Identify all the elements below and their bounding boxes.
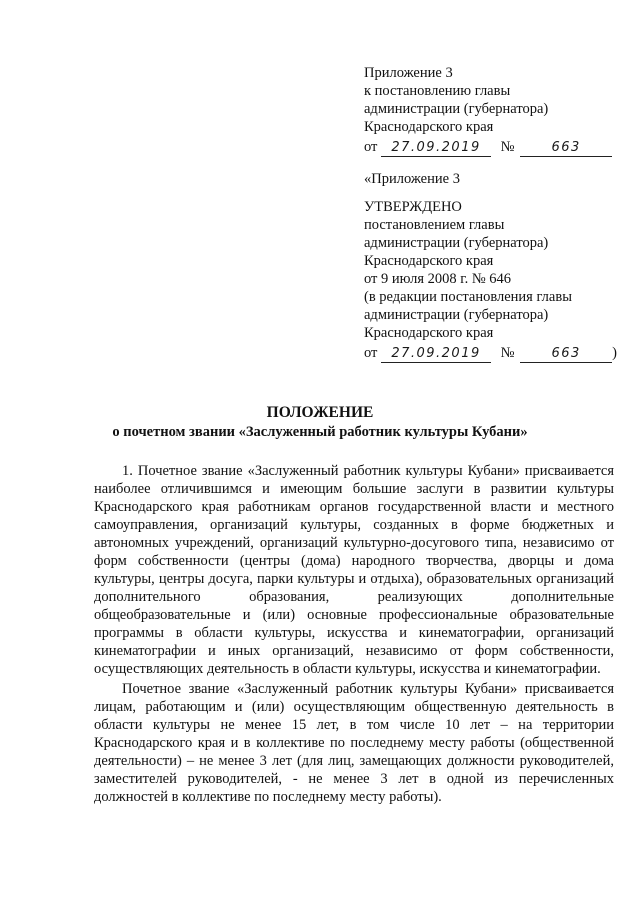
from-prefix: от: [364, 139, 378, 155]
handwritten-number: 663: [520, 346, 612, 363]
number-sign: №: [500, 345, 515, 361]
approved-line-4: от 9 июля 2008 г. № 646: [364, 271, 512, 287]
appendix-date-line: [364, 138, 624, 157]
appendix-line-1: Приложение 3: [364, 65, 453, 81]
approved-title: УТВЕРЖДЕНО: [364, 199, 462, 215]
approved-line-1: постановлением главы: [364, 217, 505, 233]
appendix-block: [364, 64, 624, 157]
approved-line-2: администрации (губернатора): [364, 235, 549, 251]
approved-line-6: администрации (губернатора): [364, 307, 549, 323]
paragraph-1: 1. Почетное звание «Заслуженный работник культуры Кубани» присваивается наиболее отличившимся и имеющим большие заслуги в развитии культуры Краснодарского края работникам органов государственной власти и местного самоуправления, организаций культуры, созданных в форме бюджетных и автономных учреждений, организаций культурно-досугового типа, независимо от форм собственности (центры (дома) народного творчества, дворцы и дома культуры, центры досуга, парки культуры и отдыха), образовательных организаций дополнительного образования, реализующих дополнительные общеобразовательные и (или) основные профессиональные образовательные программы в области культуры, искусства и кинематографии, организаций кинематографии и иных организаций, независимо от форм собственности, осуществляющих деятельность в области культуры, искусства и кинематографии.: [94, 463, 614, 677]
document-body: [94, 462, 614, 806]
approved-quote-title: «Приложение 3: [364, 171, 460, 187]
approved-line-5: (в редакции постановления главы: [364, 289, 572, 305]
approved-line-3: Краснодарского края: [364, 253, 494, 269]
closing-paren: ): [612, 345, 617, 361]
handwritten-date: 27.09.2019: [381, 346, 491, 363]
paragraph-2: Почетное звание «Заслуженный работник культуры Кубани» присваивается лицам, работающим и (или) осуществляющим общественную деятельность в области культуры не менее 15 лет, в том числе 10 лет – на территории Краснодарского края и в коллективе по последнему месту работы (общественной деятельности) – не менее 3 лет (для лиц, замещающих должности руководителей, заместителей руководителей, - не менее 3 лет в одной из перечисленных должностей в коллективе по последнему месту работы).: [94, 681, 614, 805]
appendix-line-4: Краснодарского края: [364, 119, 494, 135]
approved-line-7: Краснодарского края: [364, 325, 494, 341]
approved-date-line: [364, 344, 624, 363]
handwritten-number: 663: [520, 140, 612, 157]
document-subtitle: о почетном звании «Заслуженный работник культуры Кубани»: [112, 424, 528, 440]
from-prefix: от: [364, 345, 378, 361]
document-title: ПОЛОЖЕНИЕ: [266, 404, 374, 421]
approved-block: [364, 170, 624, 363]
appendix-line-2: к постановлению главы: [364, 83, 511, 99]
appendix-line-3: администрации (губернатора): [364, 101, 549, 117]
handwritten-date: 27.09.2019: [381, 140, 491, 157]
number-sign: №: [500, 139, 515, 155]
